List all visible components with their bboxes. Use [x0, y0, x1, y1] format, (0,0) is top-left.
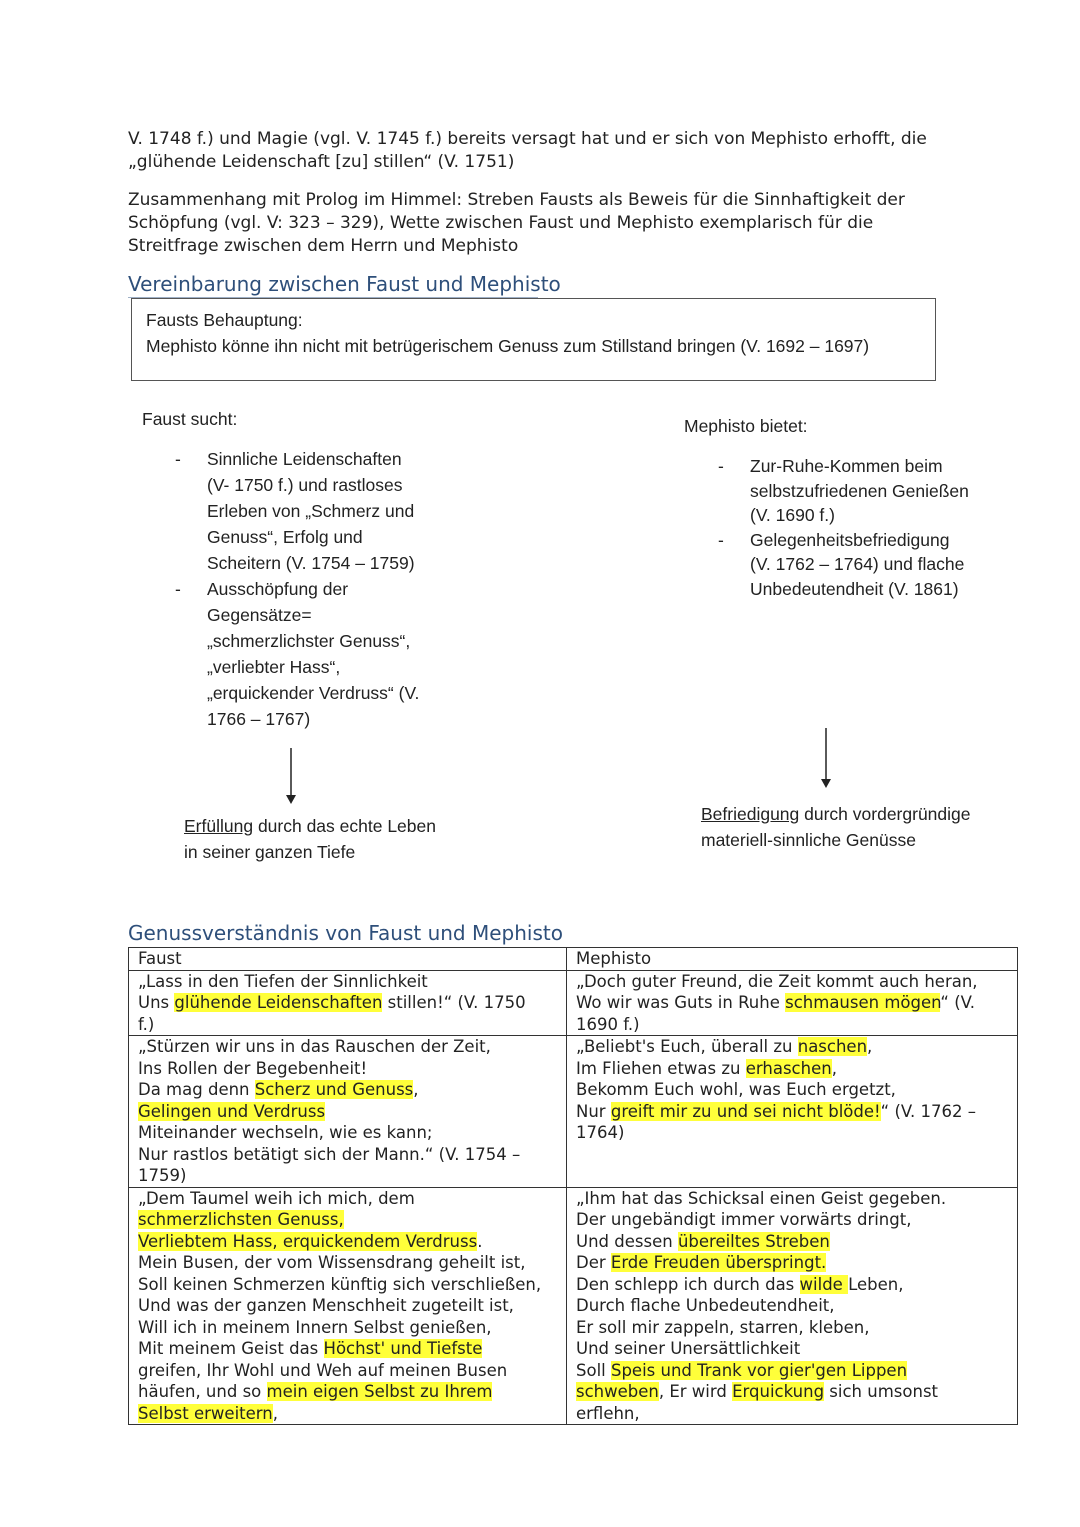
- faust-bullet-2: [175, 576, 420, 732]
- verse-text: häufen, und so: [138, 1382, 267, 1401]
- verse-text: ,: [867, 1037, 873, 1056]
- table-header-row: [129, 948, 1018, 971]
- zusammenhang-paragraph: [128, 189, 958, 258]
- highlight: Höchst' und Tiefste: [323, 1339, 483, 1358]
- verse-line: „Ihm hat das Schicksal einen Geist gegeben.: [576, 1188, 947, 1208]
- highlight: naschen: [797, 1037, 868, 1056]
- verse-text: “ (V. 1762 –: [880, 1101, 977, 1121]
- highlight: greift mir zu und sei nicht blöde!: [610, 1101, 881, 1121]
- mephisto-bullet-1: [718, 454, 969, 528]
- bullet-line: (V- 1750 f.) und rastloses: [207, 475, 403, 495]
- highlight: Selbst erweitern: [138, 1403, 273, 1423]
- faust-bullet-list: [175, 446, 420, 732]
- verse-line: Er soll mir zappeln, starren, kleben,: [576, 1317, 870, 1337]
- faust-result-rest: durch das echte Leben: [253, 816, 436, 836]
- verse-text: .: [477, 1231, 483, 1251]
- bullet-line: Gegensätze=: [207, 605, 312, 625]
- verse-line: Der ungebändigt immer vorwärts dringt,: [576, 1210, 912, 1229]
- highlight: schmerzlichsten Genuss,: [138, 1210, 344, 1229]
- header-faust: Faust: [129, 948, 567, 971]
- section-heading-vereinbarung: Vereinbarung zwischen Faust und Mephisto: [128, 272, 561, 296]
- bullet-dash: -: [175, 449, 181, 469]
- faust-cell-1: [129, 970, 567, 1036]
- verse-text: Der: [576, 1253, 611, 1272]
- highlight: schweben: [576, 1382, 659, 1401]
- verse-line: 1759): [138, 1166, 187, 1185]
- mephisto-bullet-2: [718, 528, 969, 602]
- highlight: Erquickung: [732, 1382, 825, 1401]
- faust-sucht-title: Faust sucht:: [142, 409, 238, 429]
- mephisto-result-rest: durch vordergründige: [799, 804, 971, 824]
- verse-line: 1690 f.): [576, 1014, 640, 1034]
- verse-line: „Stürzen wir uns in das Rauschen der Zeit,: [138, 1037, 491, 1056]
- highlight: glühende Leidenschaften: [174, 993, 383, 1012]
- mephisto-bullet-list: [718, 454, 969, 601]
- bullet-line: Erleben von „Schmerz und: [207, 501, 415, 521]
- highlight: mein eigen Selbst zu Ihrem: [266, 1382, 493, 1401]
- verse-text: Den schlepp ich durch das: [576, 1274, 800, 1294]
- faust-bullet-1: [175, 446, 419, 576]
- box-label: Fausts Behauptung:: [146, 310, 303, 330]
- faust-result-underlined: Erfüllung: [184, 816, 254, 836]
- verse-line: „Doch guter Freund, die Zeit kommt auch heran,: [576, 971, 978, 991]
- mephisto-down-arrow-icon: [816, 728, 836, 790]
- verse-text: Soll: [576, 1360, 611, 1380]
- verse-text: sich umsonst: [824, 1382, 939, 1401]
- fausts-behauptung-box: [131, 298, 936, 381]
- verse-text: Und dessen: [576, 1231, 678, 1251]
- verse-line: Bekomm Euch wohl, was Euch ergetzt,: [576, 1080, 896, 1099]
- highlight: Gelingen und Verdruss: [138, 1101, 326, 1121]
- header-mephisto: Mephisto: [567, 948, 1018, 971]
- bullet-line: Scheitern (V. 1754 – 1759): [207, 553, 415, 573]
- genuss-table: [128, 947, 1018, 1425]
- zusammenhang-line-2: Schöpfung (vgl. V: 323 – 329), Wette zwischen Faust und Mephisto exemplarisch für die: [128, 213, 874, 233]
- verse-line: Mein Busen, der vom Wissensdrang geheilt ist,: [138, 1253, 526, 1272]
- verse-line: erflehn,: [576, 1403, 640, 1423]
- mephisto-result-line-2: materiell-sinnliche Genüsse: [701, 830, 916, 850]
- verse-text: Mit meinem Geist das: [138, 1339, 324, 1358]
- verse-text: „Beliebt's Euch, überall zu: [576, 1037, 798, 1056]
- bullet-line: Gelegenheitsbefriedigung: [750, 529, 950, 550]
- verse-text: ,: [272, 1403, 278, 1423]
- bullet-line: (V. 1690 f.): [750, 505, 835, 525]
- verse-line: 1764): [576, 1123, 625, 1142]
- bullet-line: Ausschöpfung der: [207, 579, 349, 599]
- verse-text: Leben,: [848, 1274, 904, 1294]
- verse-text: ,: [413, 1080, 419, 1099]
- faust-result: [184, 813, 436, 865]
- verse-line: Durch flache Unbedeutendheit,: [576, 1296, 835, 1315]
- bullet-line: Zur-Ruhe-Kommen beim: [750, 456, 943, 476]
- bullet-line: „verliebter Hass“,: [207, 657, 341, 677]
- mephisto-cell-3: [567, 1187, 1018, 1425]
- verse-text: Uns: [138, 993, 175, 1012]
- mephisto-bietet-title: Mephisto bietet:: [684, 416, 808, 436]
- bullet-dash: -: [718, 456, 724, 476]
- bullet-line: Sinnliche Leidenschaften: [207, 449, 402, 469]
- verse-line: „Lass in den Tiefen der Sinnlichkeit: [138, 971, 428, 991]
- verse-text: , Er wird: [658, 1382, 733, 1401]
- box-text: Mephisto könne ihn nicht mit betrügerischem Genuss zum Stillstand bringen (V. 1692 – 1697): [146, 336, 870, 356]
- verse-line: Will ich in meinem Innern Selbst genießen,: [138, 1317, 492, 1337]
- highlight: schmausen mögen: [785, 993, 941, 1012]
- highlight: Speis und Trank vor gier'gen Lippen: [610, 1360, 908, 1380]
- bullet-line: 1766 – 1767): [207, 709, 311, 729]
- verse-line: „Dem Taumel weih ich mich, dem: [138, 1188, 415, 1208]
- bullet-line: „erquickender Verdruss“ (V.: [207, 683, 420, 703]
- bullet-line: selbstzufriedenen Genießen: [750, 480, 969, 501]
- bullet-line: Unbedeutendheit (V. 1861): [750, 578, 959, 599]
- highlight: erhaschen: [745, 1058, 832, 1078]
- highlight: wilde: [799, 1274, 849, 1294]
- verse-text: Da mag denn: [138, 1080, 255, 1099]
- highlight: Verliebtem Hass, erquickendem Verdruss: [138, 1231, 478, 1251]
- bullet-line: Genuss“, Erfolg und: [207, 527, 363, 547]
- mephisto-result-underlined: Befriedigung: [701, 804, 800, 824]
- verse-line: greifen, Ihr Wohl und Weh auf meinen Busen: [138, 1360, 508, 1380]
- verse-text: “ (V.: [940, 993, 976, 1012]
- bullet-dash: -: [718, 529, 724, 550]
- verse-line: Und seiner Unersättlichkeit: [576, 1339, 801, 1358]
- bullet-dash: -: [175, 579, 181, 599]
- verse-line: Und was der ganzen Menschheit zugeteilt ist,: [138, 1296, 514, 1315]
- intro-line-1: V. 1748 f.) und Magie (vgl. V. 1745 f.) bereits versagt hat und er sich von Mephisto erhofft, die: [128, 129, 927, 149]
- verse-text: Wo wir was Guts in Ruhe: [576, 993, 786, 1012]
- highlight: übereiltes Streben: [677, 1231, 830, 1251]
- verse-line: Soll keinen Schmerzen künftig sich verschließen,: [138, 1274, 542, 1294]
- verse-line: Miteinander wechseln, wie es kann;: [138, 1123, 433, 1142]
- bullet-line: (V. 1762 – 1764) und flache: [750, 554, 965, 574]
- verse-line: Ins Rollen der Begebenheit!: [138, 1058, 368, 1078]
- mephisto-cell-1: [567, 970, 1018, 1036]
- faust-result-line-2: in seiner ganzen Tiefe: [184, 842, 356, 862]
- faust-cell-3: [129, 1187, 567, 1425]
- verse-text: Nur: [576, 1101, 611, 1121]
- verse-text: Im Fliehen etwas zu: [576, 1058, 746, 1078]
- verse-line: Nur rastlos betätigt sich der Mann.“ (V. 1754 –: [138, 1144, 521, 1164]
- section-heading-genussverstaendnis: Genussverständnis von Faust und Mephisto: [128, 921, 563, 945]
- zusammenhang-line-1: Zusammenhang mit Prolog im Himmel: Streben Fausts als Beweis für die Sinnhaftigkeit der: [128, 190, 905, 210]
- verse-text: stillen!“ (V. 1750: [382, 993, 526, 1012]
- table-row: [129, 1036, 1018, 1188]
- intro-paragraph: [128, 128, 958, 174]
- mephisto-cell-2: [567, 1036, 1018, 1188]
- highlight: Scherz und Genuss: [254, 1080, 414, 1099]
- intro-line-2: „glühende Leidenschaft [zu] stillen“ (V. 1751): [128, 152, 515, 172]
- verse-text: ,: [831, 1058, 837, 1078]
- bullet-line: „schmerzlichster Genuss“,: [207, 631, 411, 651]
- faust-cell-2: [129, 1036, 567, 1188]
- table-row: [129, 970, 1018, 1036]
- mephisto-result: [701, 801, 971, 853]
- verse-line: f.): [138, 1014, 155, 1034]
- highlight: Erde Freuden überspringt.: [610, 1253, 827, 1272]
- faust-down-arrow-icon: [281, 748, 301, 806]
- table-row: [129, 1187, 1018, 1425]
- zusammenhang-line-3: Streitfrage zwischen dem Herrn und Mephisto: [128, 236, 519, 256]
